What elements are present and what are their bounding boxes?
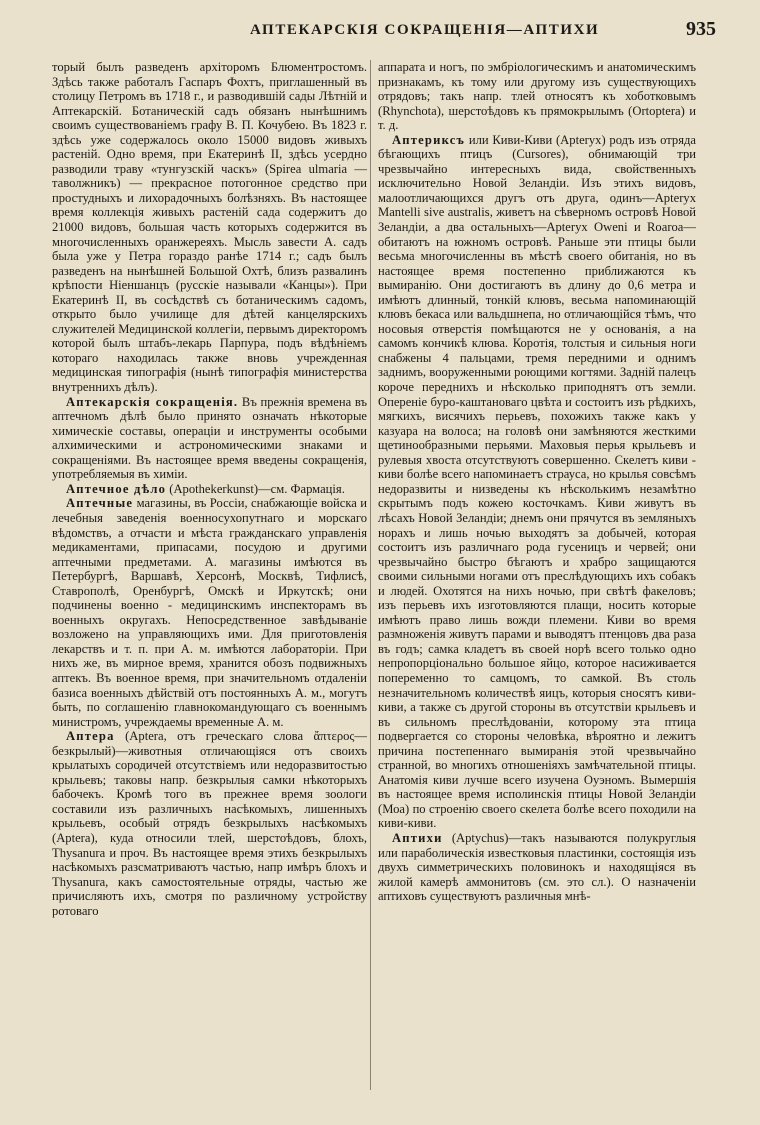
entry-text: (Apothekerkunst)—см. Фармація.	[166, 481, 345, 496]
entry-headword: Аптечное дѣло	[66, 481, 167, 496]
dictionary-entry	[52, 395, 367, 482]
entry-text: (Aptychus)—такъ называются полукруглыя или параболическія известковыя пластинки, состоящія изъ двухъ симметрическихъ половинокъ и находящіяся въ жилой камерѣ аммонитовъ (см. это сл.). О назначеніи аптиховъ существуютъ различныя мнѣ-	[378, 830, 696, 904]
column-divider	[370, 60, 371, 1090]
entry-headword: Аптекарскія сокращенія.	[66, 394, 239, 409]
page-header	[0, 18, 760, 48]
dictionary-entry	[52, 482, 367, 497]
continued-text: аппарата и ногъ, по эмбріологическимъ и анатомическимъ признакамъ, къ тому или другому изъ существующихъ отрядовъ; такъ напр. тлей относятъ къ хоботковымъ (Rhynchota), шерстоѣдовъ къ прямокрылымъ (Ortoptera) и т. д.	[378, 60, 696, 133]
entry-text: магазины, въ Россіи, снабжающіе войска и лечебныя заведенія военносухопутнаго и морскаго вѣдомствъ, а отчасти и мѣста гражданскаго управленія медикаментами, припасами, посудою и другими аптечными предметами. А. магазины имѣются въ Петербургѣ, Варшавѣ, Херсонѣ, Москвѣ, Тифлисѣ, Ставрополѣ, Оренбургѣ, Омскѣ и Иркутскѣ; они подчинены военно - медицинскимъ инспекторамъ въ военныхъ округахъ. Непосредственное завѣдываніе возложено на управляющихъ ими. Для приготовленія лекарствъ и т. п. при А. м. имѣются лабораторіи. При нихъ же, въ мирное время, хранится обозъ подвижныхъ аптекъ. Въ военное время, при значительномъ отдаленіи базиса военныхъ дѣйствій отъ постоянныхъ А. м., могутъ быть, по соглашенію главнокомандующаго съ военнымъ министромъ, учреждаемы временные А. м.	[52, 496, 367, 729]
dictionary-entry	[378, 831, 696, 904]
entry-headword: Аптечные	[66, 496, 134, 511]
entry-headword: Аптериксъ	[392, 132, 466, 147]
page-number: 935	[686, 18, 716, 40]
entry-headword: Аптера	[66, 729, 115, 744]
left-column	[52, 60, 367, 918]
dictionary-entry	[52, 496, 367, 729]
dictionary-entry	[52, 729, 367, 918]
entry-text: или Киви-Киви (Apterух) родъ изъ отряда бѣгающихъ птицъ (Cursores), обнимающій три чрезвычайно интересныхъ вида, свойственныхъ исключительно Новой Зеландіи. Изъ этихъ видовъ, малоотличающихся другъ отъ друга, одинъ—Apteryx Mantelli sive australis, живетъ на сѣверномъ островѣ Новой Зеландіи, а два остальныхъ—Apteryx Oweni и Roaroa—обитаютъ на южномъ островѣ. Раньше эти птицы были весьма многочисленны въ мѣстѣ своего обитанія, но въ настоящее время постепенно приближаются къ вымиранію. Они достигаютъ въ длину до 0,6 метра и имѣютъ длинный, тонкій клювъ, весьма напоминающій клювъ бекаса или вальдшнепа, но отличающійся тѣмъ, что носовыя отверстія помѣщаются не у основанія, а на самомъ кончикѣ клюва. Коротія, толстыя и сильныя ноги снабжены 4 пальцами, тремя передними и однимъ заднимъ, вооруженными роющими когтями. Задній палецъ короче переднихъ и нѣсколько приподнятъ отъ земли. Опереніе буро-каштановаго цвѣта и состоитъ изъ рѣдкихъ, мягкихъ, висячихъ перьевъ, похожихъ также какъ у казуара на волоса; на головѣ они замѣняются жесткими щетинообразными перьями. Маховыя перья крыльевъ и рулевыя хвоста отсутствуютъ совершенно. Скелетъ киви - киви болѣе всего напоминаетъ страуса, но крылья совсѣмъ недоразвиты и низведены къ нѣсколькимъ незамѣтно скрытымъ подъ кожею косточкамъ. Киви живутъ въ лѣсахъ Новой Зеландіи; днемъ они прячутся въ земляныхъ норахъ и лишь ночью выходятъ за добычей, которая состоитъ изъ различнаго рода гусеницъ и червей; они чрезвычайно быстро бѣгаютъ и храбро защищаются своими сильными ногами отъ преслѣдующихъ ихъ собакъ и людей. Охотятся на нихъ ночью, при свѣтѣ факеловъ; изъ перьевъ ихъ изготовляются плащи, носить которые имѣютъ право лишь вожди племени. Киви во время размноженія живутъ парами и выводятъ птенцовъ два раза въ годъ; самка кладетъ въ своей норѣ всего только одно непропорціонально большое яйцо, которое насиживается попеременно то самцомъ, то самкой. Въ столь незначительномъ количествѣ яицъ, которыя сносятъ киви-киви, а также съ другой стороны въ отсутствіи крыльевъ и въ сильномъ преслѣдованіи, которому эта птица подвергается со стороны человѣка, вѣроятно и лежитъ причина постепеннаго вымиранія этой чрезвычайно странной, во многихъ отношеніяхъ замѣчательной птицы. Анатомія киви лучше всего изучена Оуэномъ. Вымершія въ настоящее время исполинскія птицы Новой Зеландіи (Моа) по строенію своего скелета болѣе всего походили на киви-киви.	[378, 132, 696, 831]
dictionary-entry	[378, 133, 696, 831]
entry-headword: Аптихи	[392, 830, 443, 845]
entry-text: (Aptera, отъ греческаго слова ἄπτερος—безкрылый)—животныя отличающіяся отъ своихъ крылатыхъ сородичей отсутствіемъ или недоразвитостью крыльевъ; таковы напр. безкрылыя самки нѣкоторыхъ бабочекъ. Кромѣ того въ прежнее время зоологи составили изъ различныхъ насѣкомыхъ, лишенныхъ крыльевъ, особый отрядъ безкрылыхъ насѣкомыхъ (Aptera), куда относили тлей, шерстоѣдовъ, блохъ, Thysanura и проч. Въ настоящее время этихъ безкрылыхъ насѣкомыхъ разсматриваютъ частью, напр имѣръ блохъ и Thysanura, какъ самостоятельные отряды, частью же причисляютъ ихъ, смотря по различному устройству ротоваго	[52, 729, 367, 918]
running-title: АПТЕКАРСКІЯ СОКРАЩЕНІЯ—АПТИХИ	[250, 22, 600, 38]
right-column	[378, 60, 696, 904]
continued-text: торый былъ разведенъ архіторомъ Блюментростомъ. Здѣсь также работалъ Гаспаръ Фохтъ, приглашенный въ столицу Петромъ въ 1718 г., и разводившій сады Лѣтній и Аптекарскій. Ботаническій садъ обязанъ нынѣшнимъ своимъ существованіемъ графу В. П. Кочубею. Въ 1823 г. здѣсь уже содержалось около 15000 видовъ живыхъ растеній. Одно время, при Екатеринѣ II, здѣсь усердно разводили траву «тунгузскій часкъ» (Spirea ulmaria — таволжникъ) — прекрасное потогонное средство при простудныхъ и лихорадочныхъ болѣзняхъ. Въ настоящее время коллекція живыхъ растеній сада содержитъ до 21000 видовъ, большая часть которыхъ содержится въ многочисленныхъ оранжереяхъ. Мысль завести А. садъ была уже у Петра гораздо ранѣе 1714 г.; садъ былъ разведенъ на нынѣшней Большой Охтѣ, близъ развалинъ крѣпости Ніеншанцъ (русскіе называли «Канцы»). При Екатеринѣ II, въ сосѣдствѣ съ ботаническимъ садомъ, открыто было училище для дѣтей канцелярскихъ служителей Медицинской коллегіи, первымъ директоромъ которой былъ штабъ-лекарь Парпура, подъ вѣдѣніемъ котораго находилась также вновь учрежденная медицинская типографія (нынѣ типографія министерства внутреннихъ дѣлъ).	[52, 60, 367, 395]
entry-text: Въ прежнія времена въ аптечномъ дѣлѣ было принято означать нѣкоторые химическіе составы, операціи и инструменты особыми алхимическими и астрономическими знаками и сокращеніями. Въ настоящее время введены сокращенія, употребляемыя въ химіи.	[52, 394, 367, 482]
